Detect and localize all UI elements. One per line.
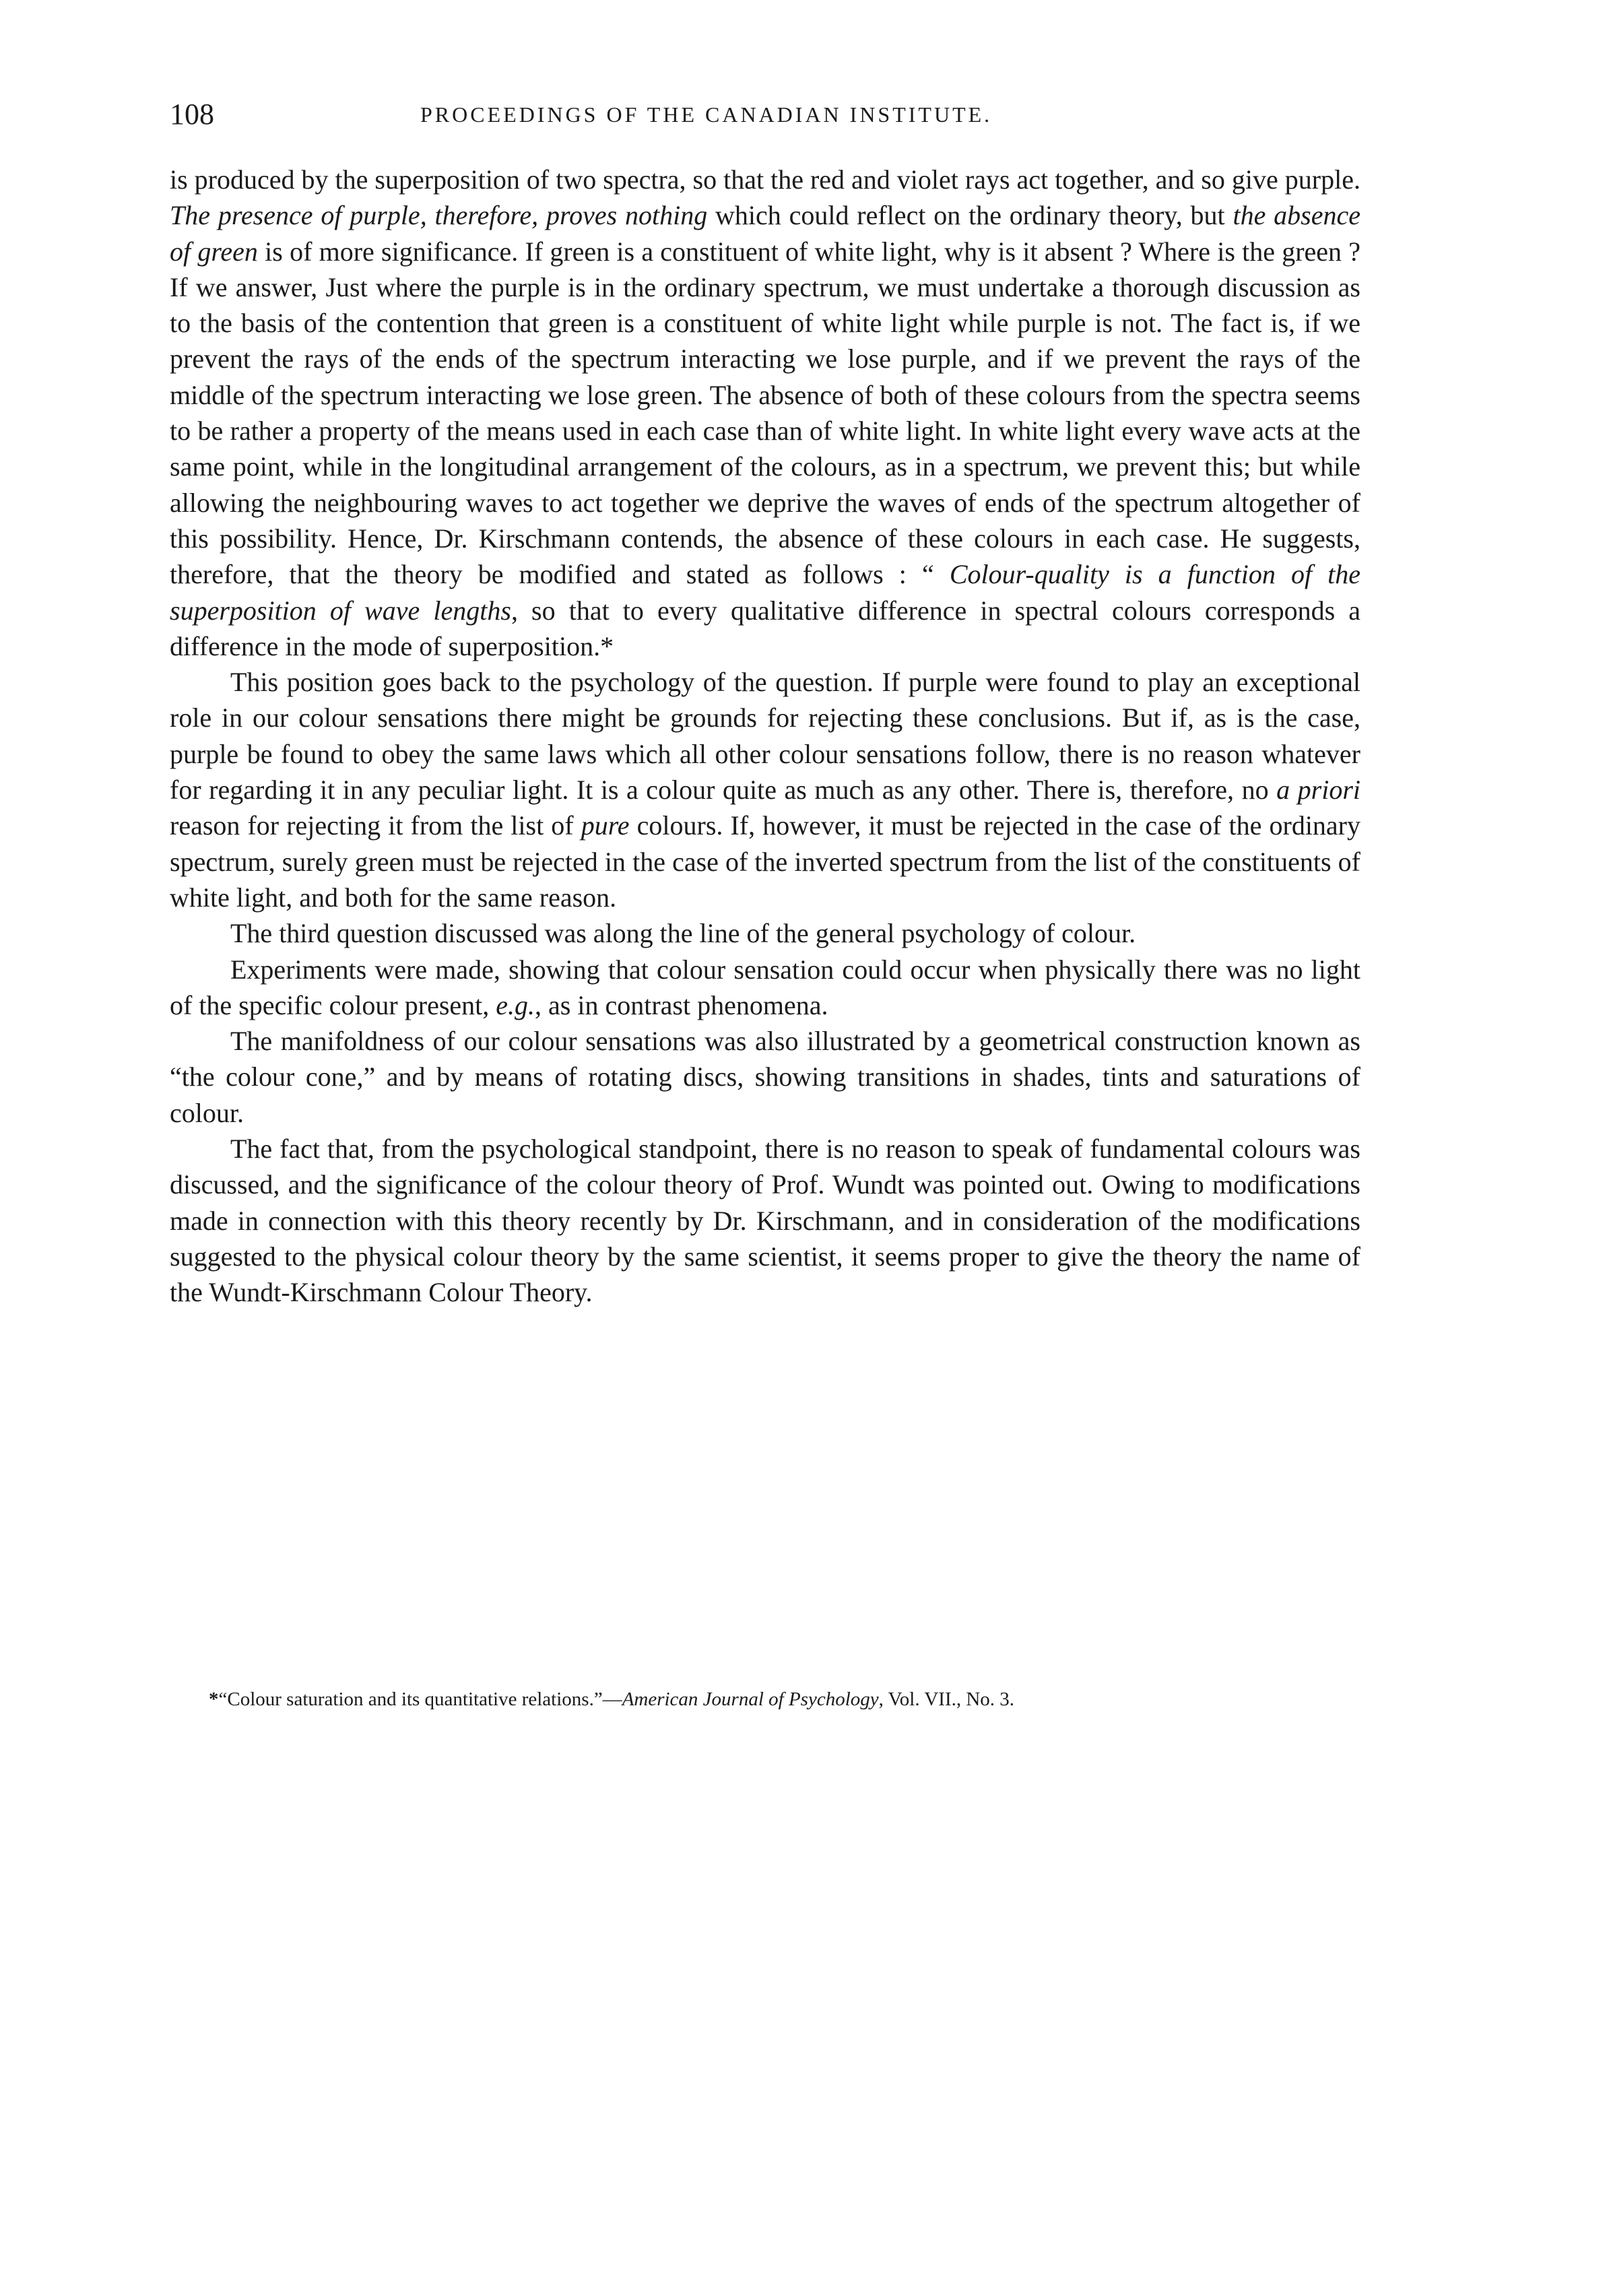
running-title: PROCEEDINGS OF THE CANADIAN INSTITUTE. <box>420 102 993 127</box>
footnote-journal: American Journal of Psychology <box>622 1688 879 1710</box>
italic-run: e.g. <box>496 989 535 1020</box>
paragraph-2 <box>170 664 1360 915</box>
text-run: , so that to every qualitative difference in spectral colours corresponds a difference in the mode of superposition.* <box>170 595 1361 661</box>
text-run: This position goes back to the psychology of the question. If purple were found to play an exceptional role in our colour sensations there might be grounds for rejecting these conclusions. But if, as is the case, purple be found to obey the same laws which all other colour sensations follow, there is no reason whatever for regarding it in any peculiar light. It is a colour quite as much as any other. There is, therefore, no <box>170 667 1360 806</box>
footnote-citation: , Vol. VII., No. 3. <box>878 1688 1015 1710</box>
text-run: colours. If, however, it must be rejected in the case of the ordinary spectrum, surely green must be rejected in the case of the inverted spectrum from the list of the constituents of white light, and both for the same reason. <box>170 810 1361 913</box>
text-run: Experiments were made, showing that colour sensation could occur when physically there was no light of the specific colour present, <box>170 954 1360 1020</box>
footnote-mark: * <box>209 1688 219 1710</box>
text-run: is produced by the superposition of two spectra, so that the red and violet rays act together, and so give purple. <box>170 164 1360 195</box>
running-head <box>170 94 1362 135</box>
paragraph-3: The third question discussed was along the line of the general psychology of colour. <box>230 918 1136 949</box>
italic-run: a priori <box>1276 775 1360 806</box>
paragraph-1 <box>170 162 1360 664</box>
text-run: which could reflect on the ordinary theory, but <box>707 200 1233 231</box>
italic-run: the absence of green <box>170 200 1360 267</box>
text-run: reason for rejecting it from the list of <box>170 810 581 841</box>
footnote <box>209 1685 1367 1713</box>
paragraph-6: The fact that, from the psychological standpoint, there is no reason to speak of fundamental colours was discussed, and the significance of the colour theory of Prof. Wundt was pointed out. Owing to modifications made in connection with this theory recently by Dr. Kirschmann, and in consideration of the modifications suggested to the physical colour theory by the same scientist, it seems proper to give the theory the name of the Wundt-Kirschmann Colour Theory. <box>170 1134 1360 1308</box>
body-text <box>170 162 1360 1311</box>
footnote-text: “Colour saturation and its quantitative relations.”— <box>218 1688 622 1710</box>
paragraph-4 <box>170 952 1360 1024</box>
italic-run: pure <box>581 810 630 841</box>
page-number: 108 <box>170 98 214 131</box>
text-run: is of more significance. If green is a constituent of white light, why is it absent ? Where is the green ? If we answer, Just where the purple is in the ordinary spectrum, we must undertake a thorough discussion as to the basis of the contention that green is a constituent of white light while purple is not. The fact is, if we prevent the rays of the ends of the spectrum interacting we lose purple, and if we prevent the rays of the middle of the spectrum interacting we lose green. The absence of both of these colours from the spectra seems to be rather a property of the means used in each case than of white light. In white light every wave acts at the same point, while in the longitudinal arrangement of the colours, as in a spectrum, we prevent this; but while allowing the neighbouring waves to act together we deprive the waves of ends of the spectrum altogether of this possibility. Hence, Dr. Kirschmann contends, the absence of these colours in each case. He suggests, therefore, that the theory be modified and stated as follows : “ <box>170 236 1361 590</box>
paragraph-5: The manifoldness of our colour sensations was also illustrated by a geometrical construction known as “the colour cone,” and by means of rotating discs, showing transitions in shades, tints and saturations of colour. <box>170 1026 1360 1128</box>
text-run: , as in contrast phenomena. <box>535 989 828 1020</box>
italic-run: The presence of purple, therefore, proves nothing <box>170 200 708 231</box>
italic-run: Colour-quality is a function of the superposition of wave lengths <box>170 559 1361 626</box>
